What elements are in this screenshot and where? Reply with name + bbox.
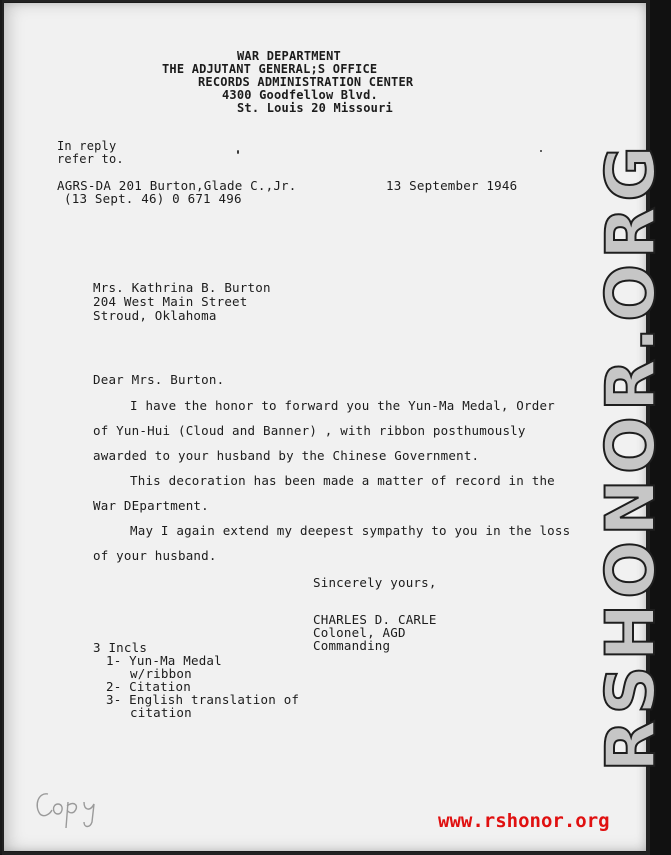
body-paragraph-2-line-2: War DEpartment. xyxy=(93,498,209,513)
file-reference: AGRS-DA 201 Burton,Glade C.,Jr. xyxy=(57,178,297,193)
signer-name: CHARLES D. CARLE xyxy=(313,612,437,627)
file-reference-number: (13 Sept. 46) 0 671 496 xyxy=(64,191,242,206)
letter-date: 13 September 1946 xyxy=(386,178,518,193)
recipient-street: 204 West Main Street xyxy=(93,294,248,309)
in-reply-label: In reply xyxy=(57,139,117,153)
body-paragraph-3-line-1: May I again extend my deepest sympathy to you in the loss xyxy=(130,523,571,538)
body-paragraph-3-line-2: of your husband. xyxy=(93,548,217,563)
watermark-url: www.rshonor.org xyxy=(438,810,610,832)
body-paragraph-1-line-3: awarded to your husband by the Chinese Government. xyxy=(93,448,480,463)
valediction: Sincerely yours, xyxy=(313,575,437,590)
letterhead-department: WAR DEPARTMENT xyxy=(237,49,341,63)
handwritten-copy-annotation xyxy=(30,782,110,832)
enclosure-item-1-detail: w/ribbon xyxy=(130,666,192,681)
body-paragraph-2-line-1: This decoration has been made a matter of record in the xyxy=(130,473,555,488)
letterhead-center: RECORDS ADMINISTRATION CENTER xyxy=(198,75,414,89)
signer-rank: Colonel, AGD xyxy=(313,625,406,640)
refer-to-label: refer to. xyxy=(57,152,124,166)
paper-speck xyxy=(237,150,239,154)
enclosure-item-3-detail: citation xyxy=(130,705,192,720)
letterhead-street: 4300 Goodfellow Blvd. xyxy=(222,88,378,102)
letterhead-office: THE ADJUTANT GENERAL;S OFFICE xyxy=(162,62,378,76)
enclosure-item-2: 2- Citation xyxy=(106,679,191,694)
paper-speck xyxy=(540,150,542,152)
enclosure-item-3: 3- English translation of xyxy=(106,692,300,707)
enclosures-header: 3 Incls xyxy=(93,640,148,655)
body-paragraph-1-line-2: of Yun-Hui (Cloud and Banner) , with ribbon posthumously xyxy=(93,423,526,438)
watermark-vertical-text: RSHONOR.ORG xyxy=(592,140,671,772)
body-paragraph-1-line-1: I have the honor to forward you the Yun-Ma Medal, Order xyxy=(130,398,555,413)
letterhead-city: St. Louis 20 Missouri xyxy=(237,101,393,115)
signer-title: Commanding xyxy=(313,638,391,653)
recipient-name: Mrs. Kathrina B. Burton xyxy=(93,280,271,295)
enclosure-item-1: 1- Yun-Ma Medal xyxy=(106,653,222,668)
salutation: Dear Mrs. Burton. xyxy=(93,372,225,387)
recipient-city: Stroud, Oklahoma xyxy=(93,308,217,323)
